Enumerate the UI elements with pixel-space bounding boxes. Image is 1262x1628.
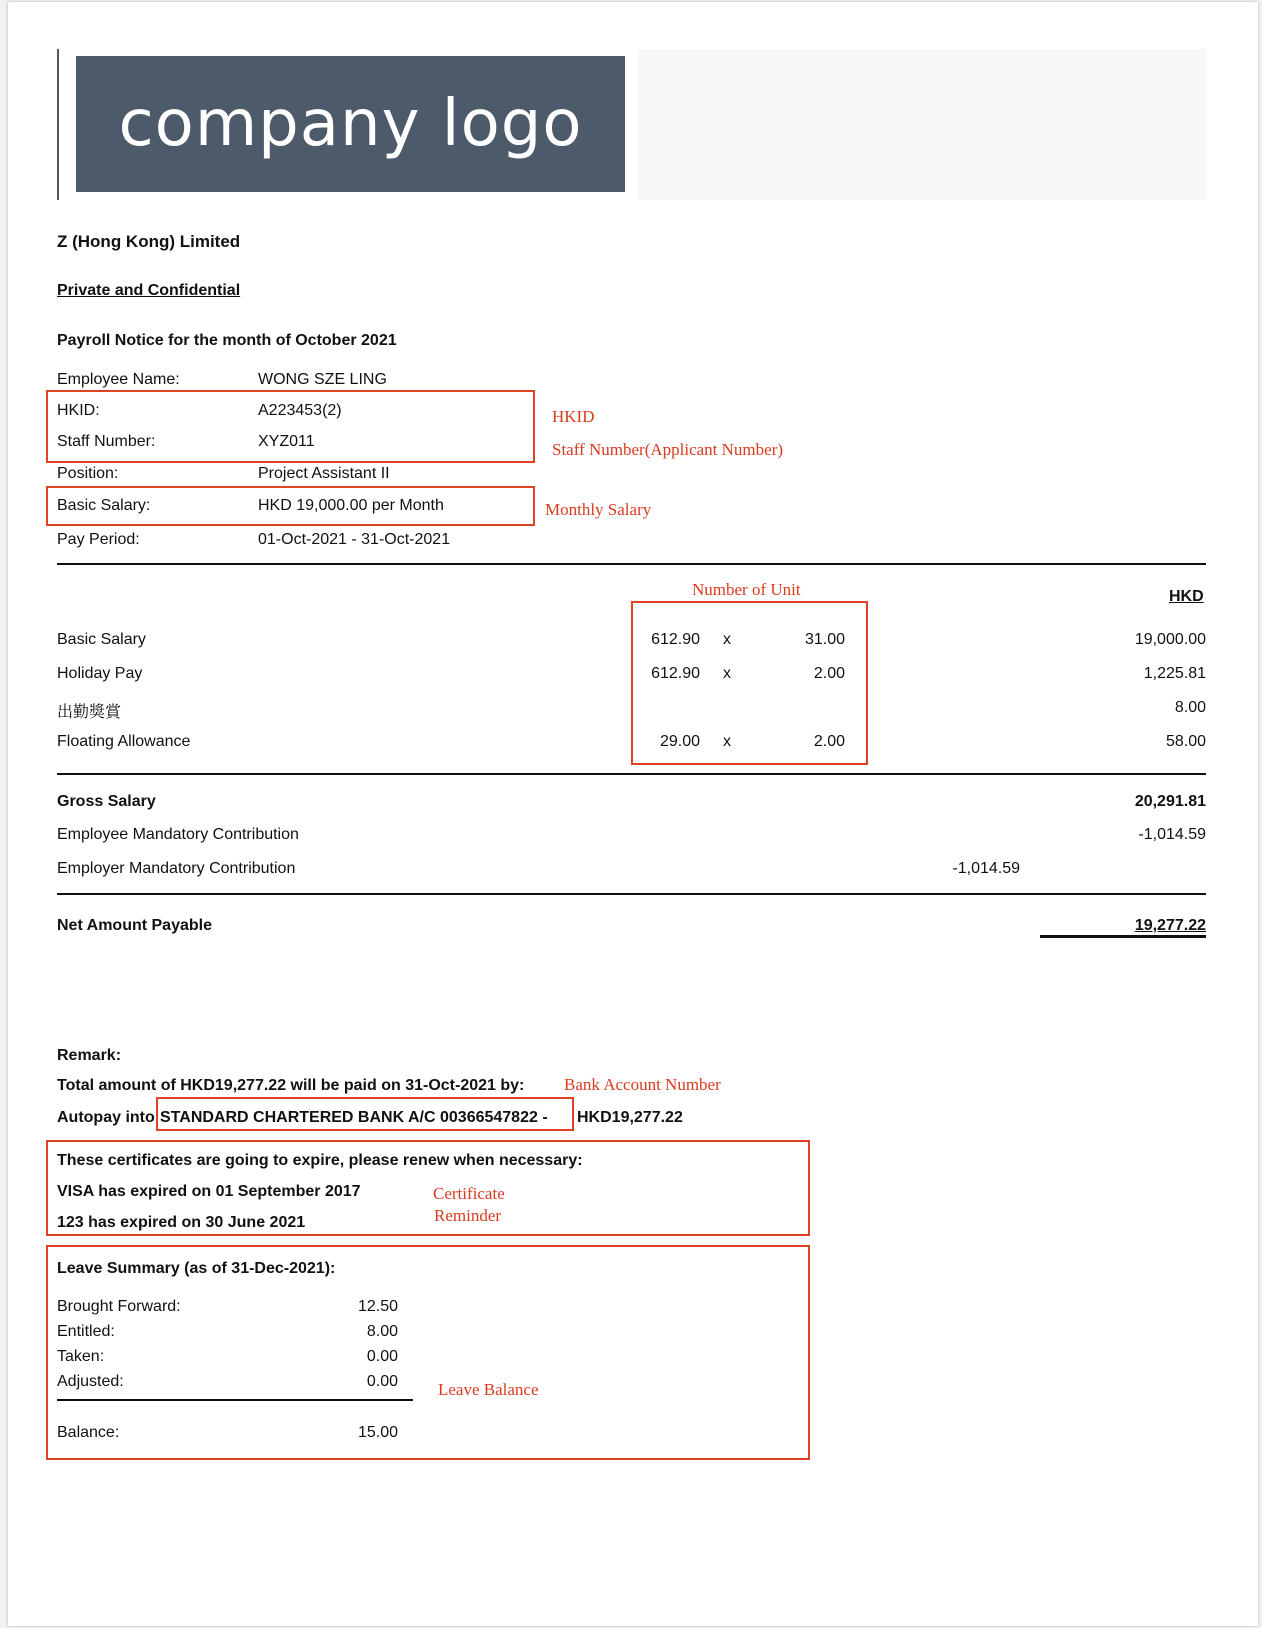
certificate-annotation-2: Reminder — [434, 1206, 502, 1225]
employer-mpf-amount: -1,014.59 — [952, 860, 1020, 877]
basic-salary-label: Basic Salary: — [57, 497, 151, 514]
earning-amount: 8.00 — [1174, 699, 1206, 716]
monthly-salary-annotation: Monthly Salary — [545, 500, 652, 519]
net-amount-value: 19,277.22 — [1134, 917, 1206, 934]
employee-mpf-amount: -1,014.59 — [1138, 826, 1206, 843]
gross-salary-label: Gross Salary — [57, 793, 156, 810]
hkid-annotation: HKID — [552, 407, 595, 426]
leave-row-label: Taken: — [57, 1348, 105, 1365]
net-amount-label: Net Amount Payable — [57, 917, 212, 934]
leave-row-label: Brought Forward: — [57, 1298, 181, 1315]
earning-units: 2.00 — [813, 665, 845, 682]
earning-label: 出勤獎賞 — [57, 702, 122, 721]
company-name: Z (Hong Kong) Limited — [57, 232, 241, 251]
divider — [57, 893, 1206, 895]
multiply-sign: x — [723, 631, 731, 648]
leave-row-value: 12.50 — [357, 1298, 398, 1315]
leave-balance-label: Balance: — [57, 1424, 120, 1441]
earning-units: 2.00 — [813, 733, 845, 750]
confidential-label: Private and Confidential — [57, 282, 241, 299]
earning-rate: 612.90 — [651, 665, 700, 682]
divider — [57, 563, 1206, 565]
staff-number-value: XYZ011 — [258, 433, 315, 450]
leave-balance-annotation: Leave Balance — [438, 1380, 539, 1399]
earning-label: Basic Salary — [57, 631, 146, 648]
bank-highlight-box — [156, 1097, 574, 1131]
pay-period-value: 01-Oct-2021 - 31-Oct-2021 — [258, 531, 451, 548]
basic-salary-value: HKD 19,000.00 per Month — [258, 497, 444, 514]
employee-mpf-label: Employee Mandatory Contribution — [57, 826, 299, 843]
gross-salary-amount: 20,291.81 — [1134, 793, 1206, 810]
hkid-label: HKID: — [57, 402, 100, 419]
earning-rate: 612.90 — [651, 631, 700, 648]
certificate-title: These certificates are going to expire, please renew when necessary: — [57, 1152, 583, 1169]
earning-amount: 58.00 — [1165, 733, 1206, 750]
leave-divider — [57, 1399, 413, 1401]
payment-line: Total amount of HKD19,277.22 will be paid on 31-Oct-2021 by: — [57, 1077, 525, 1094]
certificate-line: VISA has expired on 01 September 2017 — [57, 1183, 361, 1200]
leave-row-label: Entitled: — [57, 1323, 115, 1340]
company-logo-text: company logo — [118, 87, 583, 161]
earning-amount: 19,000.00 — [1134, 631, 1206, 648]
certificate-line: 123 has expired on 30 June 2021 — [57, 1214, 306, 1231]
autopay-prefix: Autopay into — [57, 1109, 155, 1126]
leave-row-value: 0.00 — [366, 1348, 398, 1365]
bank-account-annotation: Bank Account Number — [564, 1075, 721, 1094]
employee-name-value: WONG SZE LING — [258, 371, 387, 388]
pay-period-label: Pay Period: — [57, 531, 140, 548]
leave-balance-value: 15.00 — [357, 1424, 398, 1441]
salary-highlight-box — [46, 486, 535, 526]
multiply-sign: x — [723, 733, 731, 750]
earning-label: Holiday Pay — [57, 665, 143, 682]
earning-amount: 1,225.81 — [1143, 665, 1206, 682]
position-value: Project Assistant II — [258, 465, 390, 482]
leave-title: Leave Summary (as of 31-Dec-2021): — [57, 1260, 336, 1277]
divider — [57, 773, 1206, 775]
bank-account: STANDARD CHARTERED BANK A/C 00366547822 - — [160, 1109, 548, 1126]
currency-header: HKD — [1169, 588, 1204, 605]
staff-number-annotation: Staff Number(Applicant Number) — [552, 440, 784, 459]
net-amount-underline — [1040, 935, 1206, 938]
autopay-amount: HKD19,277.22 — [577, 1109, 683, 1126]
leave-row-label: Adjusted: — [57, 1373, 124, 1390]
employer-mpf-label: Employer Mandatory Contribution — [57, 860, 296, 877]
number-of-unit-annotation: Number of Unit — [692, 580, 801, 599]
certificate-annotation-1: Certificate — [433, 1184, 505, 1203]
leave-row-value: 8.00 — [366, 1323, 398, 1340]
hkid-highlight-box — [46, 390, 535, 463]
hkid-value: A223453(2) — [258, 402, 342, 419]
earning-rate: 29.00 — [659, 733, 700, 750]
earning-units: 31.00 — [804, 631, 845, 648]
staff-number-label: Staff Number: — [57, 433, 156, 450]
earning-label: Floating Allowance — [57, 733, 191, 750]
leave-row-value: 0.00 — [366, 1373, 398, 1390]
multiply-sign: x — [723, 665, 731, 682]
remark-title: Remark: — [57, 1047, 122, 1064]
position-label: Position: — [57, 465, 119, 482]
employee-name-label: Employee Name: — [57, 371, 180, 388]
notice-title: Payroll Notice for the month of October 2021 — [57, 332, 397, 349]
